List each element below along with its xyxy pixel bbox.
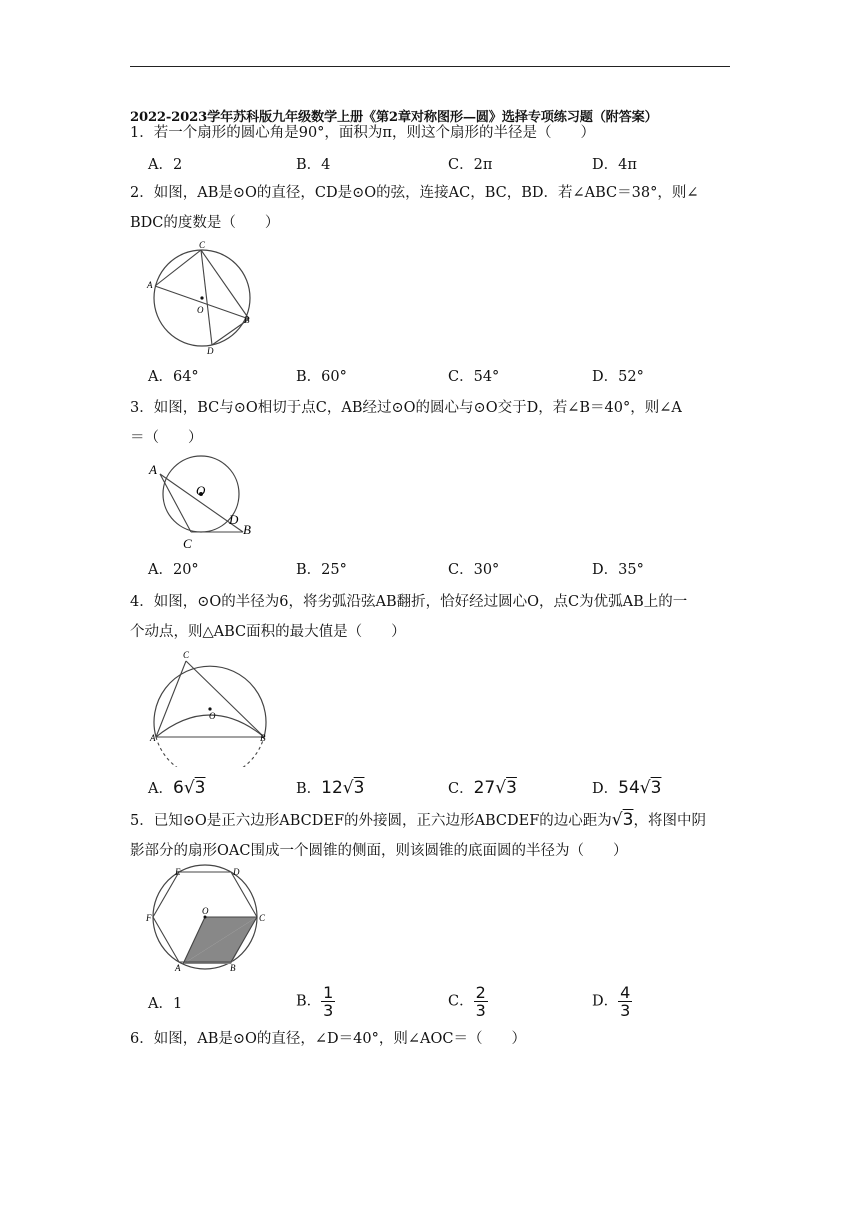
label-e: E xyxy=(175,867,181,877)
question-6 xyxy=(130,1024,730,1054)
question-5-stem-line2: 影部分的扇形OAC围成一个圆锥的侧面，则该圆锥的底面圆的半径为（ ） xyxy=(130,843,628,859)
label-c: C xyxy=(199,240,206,250)
label-c: C xyxy=(183,536,192,551)
option-c[interactable]: C．2π xyxy=(448,157,493,173)
question-3-stem-line2: ＝（ ） xyxy=(130,430,203,446)
label-c: C xyxy=(183,650,190,660)
question-2 xyxy=(130,178,730,238)
question-6-stem: 6．如图，AB是⊙O的直径，∠D＝40°，则∠AOC＝（ ） xyxy=(130,1031,526,1047)
option-a[interactable]: A．64° xyxy=(148,369,199,385)
question-2-options xyxy=(148,365,738,391)
question-4-stem-line2: 个动点，则△ABC面积的最大值是（ ） xyxy=(130,624,406,640)
label-b: B xyxy=(243,522,251,537)
label-a: A xyxy=(147,280,153,290)
page-title: 2022-2023学年苏科版九年级数学上册《第2章对称图形—圆》选择专项练习题（附答案） xyxy=(130,110,658,125)
label-b: B xyxy=(244,315,250,325)
question-1 xyxy=(130,118,730,148)
question-4-figure xyxy=(145,645,275,767)
question-5 xyxy=(130,805,730,866)
label-d: D xyxy=(229,512,239,527)
option-b[interactable]: B．12√3 xyxy=(296,778,365,798)
option-b[interactable]: B．25° xyxy=(296,562,347,578)
question-1-options xyxy=(148,153,738,179)
option-a[interactable]: A．2 xyxy=(148,157,183,173)
option-d[interactable]: D．35° xyxy=(592,562,644,578)
label-a: A xyxy=(175,963,181,973)
question-3-figure xyxy=(145,454,260,554)
option-a[interactable]: A．20° xyxy=(148,562,199,578)
label-d: D xyxy=(207,346,214,356)
stem-radical: √3 xyxy=(611,810,634,830)
label-b: B xyxy=(260,733,266,743)
label-o: O xyxy=(202,906,209,916)
option-c[interactable]: C．27√3 xyxy=(448,778,517,798)
option-b[interactable]: B．4 xyxy=(296,157,331,173)
option-d[interactable]: D．54√3 xyxy=(592,778,662,798)
question-1-stem: 1．若一个扇形的圆心角是90°，面积为π，则这个扇形的半径是（ ） xyxy=(130,125,595,141)
label-o: O xyxy=(197,305,204,315)
label-b: B xyxy=(230,963,236,973)
label-f: F xyxy=(146,913,152,923)
option-a[interactable]: A．6√3 xyxy=(148,778,206,798)
label-c: C xyxy=(259,913,266,923)
question-5-stem-line1: 5．已知⊙O是正六边形ABCDEF的外接圆，正六边形ABCDEF的边心距为√3，将图中阴 xyxy=(130,810,706,830)
option-b[interactable]: B． $\frac{1}{3}$ xyxy=(296,983,334,1020)
label-o: O xyxy=(209,711,216,721)
label-d: D xyxy=(233,867,240,877)
option-c[interactable]: C．30° xyxy=(448,562,500,578)
label-a: A xyxy=(150,733,156,743)
question-2-stem-line2: BDC的度数是（ ） xyxy=(130,215,280,231)
question-3 xyxy=(130,393,730,453)
header-rule xyxy=(130,66,730,67)
option-c[interactable]: C． $\frac{2}{3}$ xyxy=(448,983,486,1020)
label-o: O xyxy=(196,483,206,498)
option-a[interactable]: A．1 xyxy=(148,996,183,1012)
question-5-options xyxy=(148,984,738,1022)
question-5-figure xyxy=(145,864,275,976)
question-2-stem-line1: 2．如图，AB是⊙O的直径，CD是⊙O的弦，连接AC，BC，BD．若∠ABC＝38°，则∠ xyxy=(130,185,699,201)
option-b[interactable]: B．60° xyxy=(296,369,347,385)
question-4-options xyxy=(148,777,738,803)
option-d[interactable]: D．4π xyxy=(592,157,637,173)
question-3-stem-line1: 3．如图，BC与⊙O相切于点C，AB经过⊙O的圆心与⊙O交于D，若∠B＝40°，则∠A xyxy=(130,400,682,416)
option-d[interactable]: D．52° xyxy=(592,369,644,385)
option-c[interactable]: C．54° xyxy=(448,369,500,385)
option-d[interactable]: D． $\frac{4}{3}$ xyxy=(592,983,631,1020)
question-4-stem-line1: 4．如图，⊙O的半径为6，将劣弧沿弦AB翻折，恰好经过圆心O，点C为优弧AB上的一 xyxy=(130,594,688,610)
question-4 xyxy=(130,587,730,647)
label-a: A xyxy=(149,462,157,477)
question-3-options xyxy=(148,558,738,584)
question-2-figure xyxy=(145,238,265,360)
